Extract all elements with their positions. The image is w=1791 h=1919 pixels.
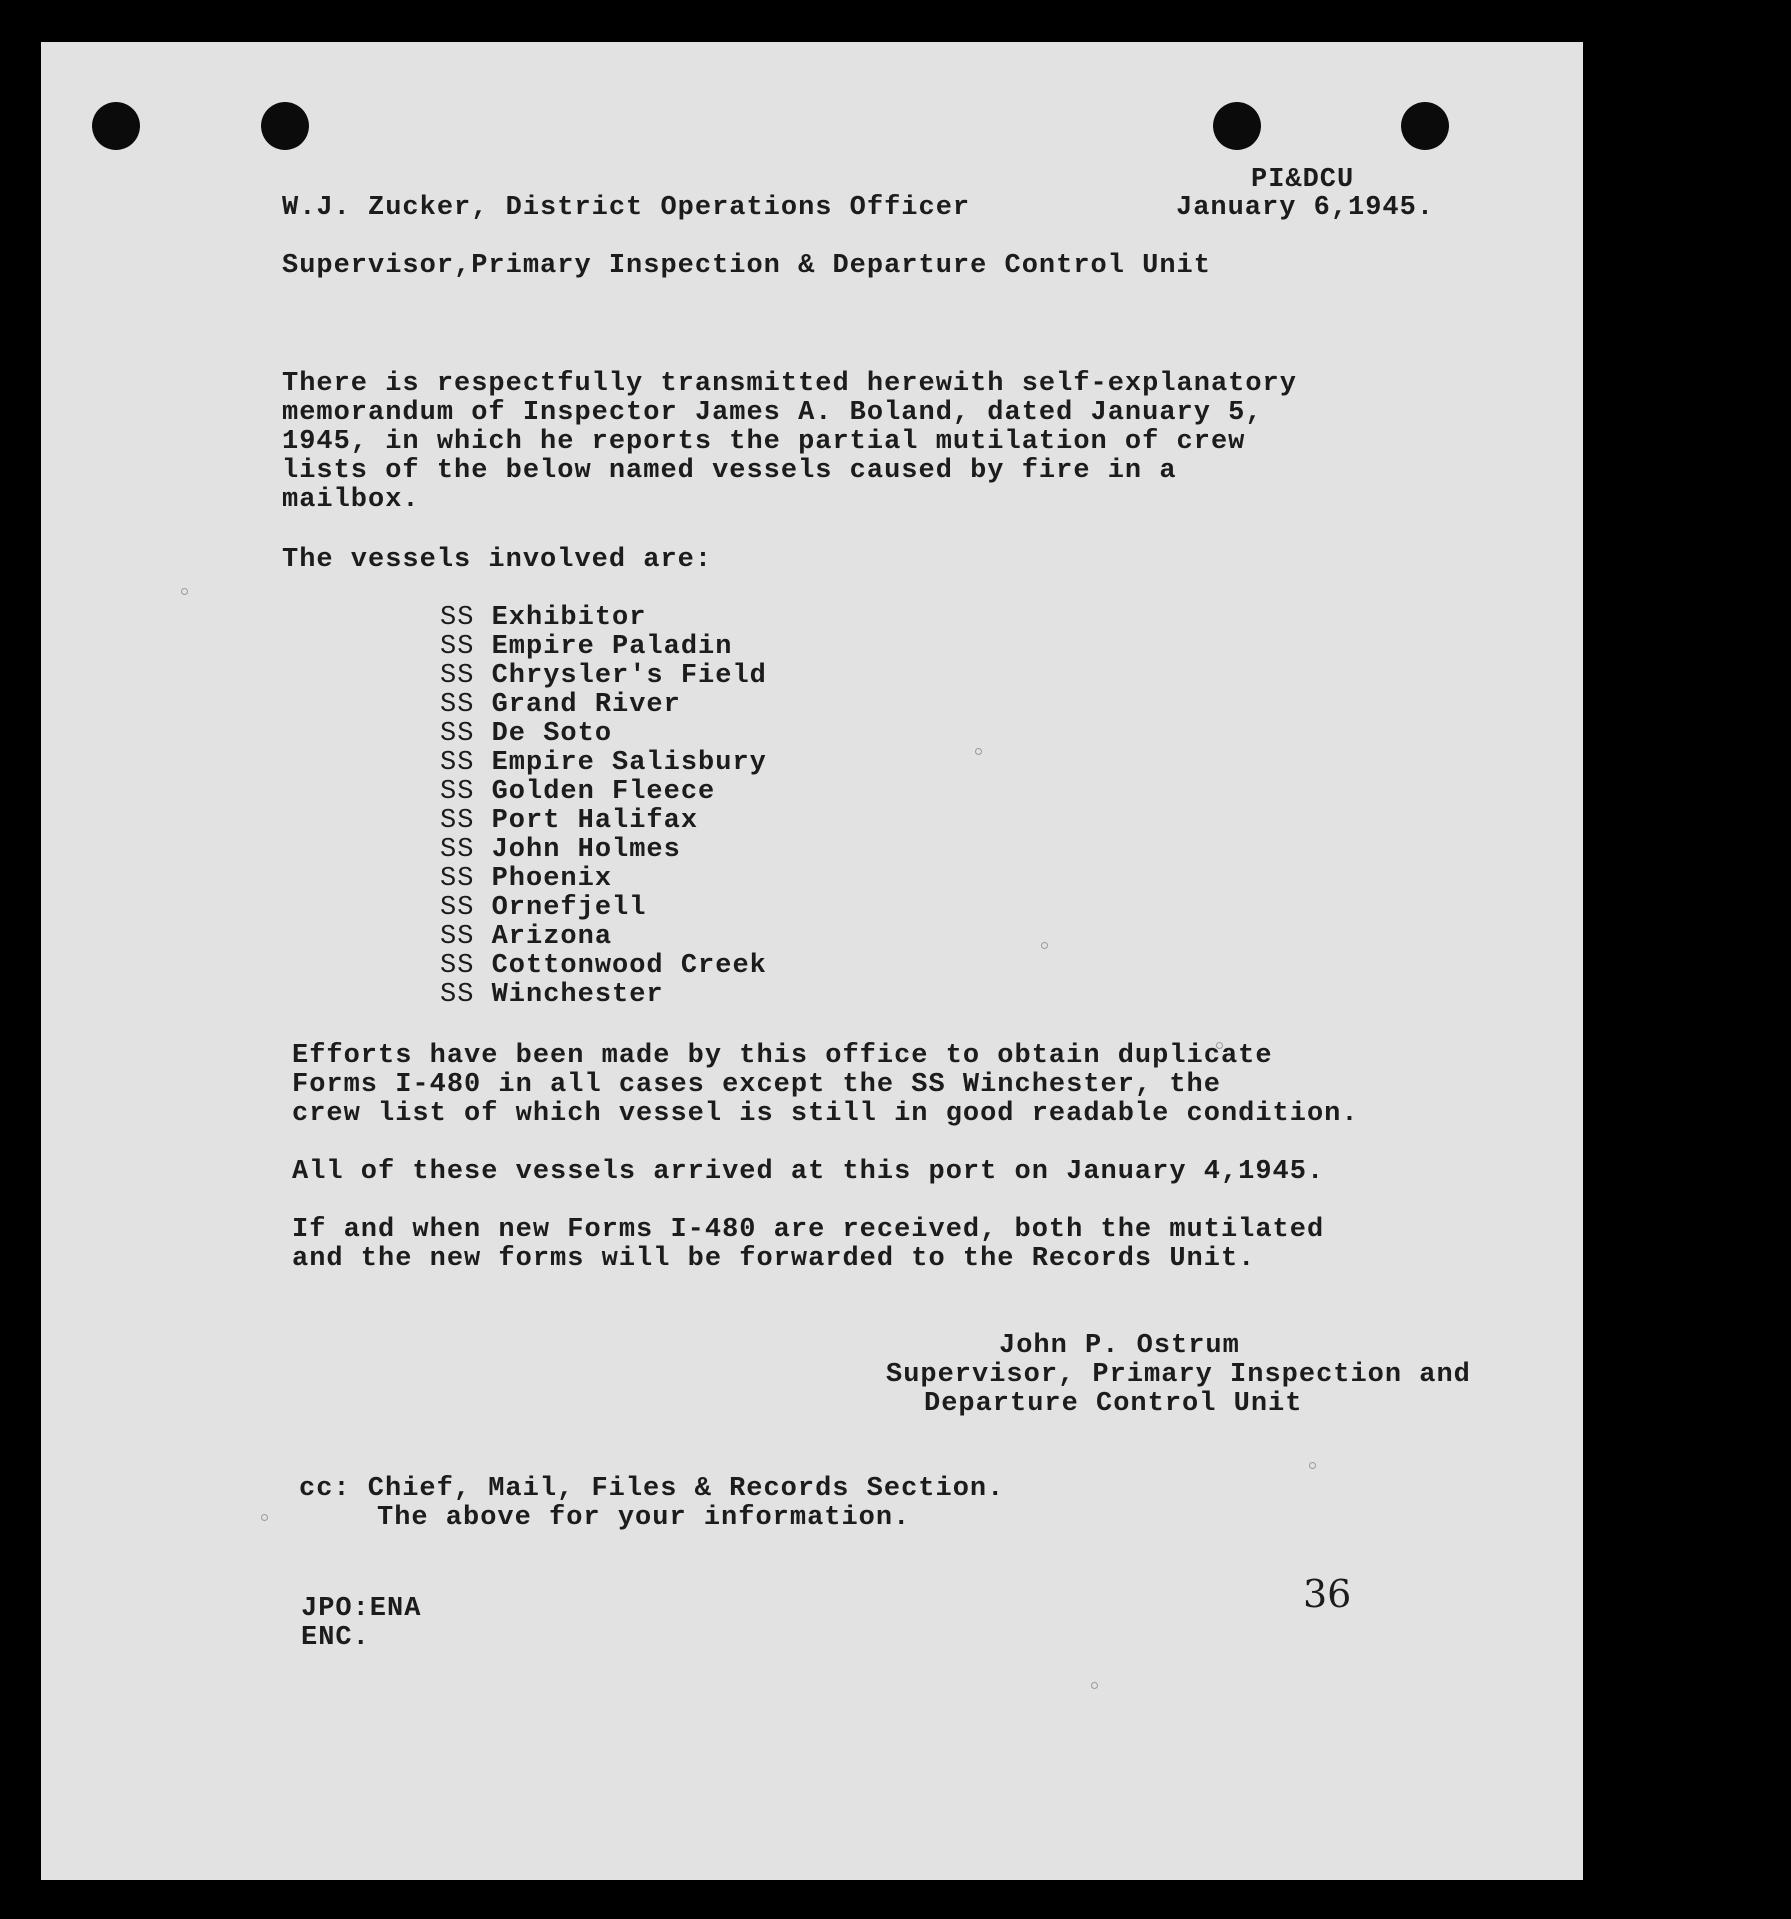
paper-speck — [975, 748, 982, 755]
from-line: W.J. Zucker, District Operations Officer — [282, 193, 971, 223]
vessel-prefix: SS — [440, 951, 475, 981]
vessel-item — [440, 662, 767, 691]
paragraph-line: and the new forms will be forwarded to the Records Unit. — [292, 1244, 1256, 1274]
paper-speck — [1041, 942, 1048, 949]
vessel-prefix: SS — [440, 893, 475, 923]
vessel-item — [440, 894, 767, 923]
paragraph-forwarding — [292, 1216, 1324, 1274]
vessel-item — [440, 604, 767, 633]
paragraph-line: Efforts have been made by this office to obtain duplicate — [292, 1041, 1273, 1071]
vessel-name: Cottonwood Creek — [491, 951, 767, 981]
page-number: 36 — [1303, 1572, 1352, 1616]
vessel-item — [440, 865, 767, 894]
vessel-prefix: SS — [440, 748, 475, 778]
vessel-prefix: SS — [440, 806, 475, 836]
vessel-prefix: SS — [440, 922, 475, 952]
paragraph-line: lists of the below named vessels caused by fire in a — [282, 456, 1177, 486]
paragraph-line: mailbox. — [282, 485, 420, 515]
paragraph-transmittal — [282, 370, 1297, 515]
punch-hole — [92, 102, 140, 150]
enclosure-mark: ENC. — [301, 1623, 370, 1653]
vessel-name: Empire Salisbury — [491, 748, 767, 778]
vessel-prefix: SS — [440, 690, 475, 720]
paragraph-line: 1945, in which he reports the partial mutilation of crew — [282, 427, 1246, 457]
vessel-name: Grand River — [491, 690, 681, 720]
paragraph-line: crew list of which vessel is still in good readable condition. — [292, 1099, 1359, 1129]
vessel-name: De Soto — [491, 719, 613, 749]
vessel-name: Ornefjell — [491, 893, 647, 923]
paragraph-line: There is respectfully transmitted herewith self-explanatory — [282, 369, 1297, 399]
paragraph-line: memorandum of Inspector James A. Boland, dated January 5, — [282, 398, 1263, 428]
signatory-title: Supervisor, Primary Inspection and — [886, 1360, 1471, 1390]
typist-initials: JPO:ENA — [301, 1594, 422, 1624]
cc-line: cc: Chief, Mail, Files & Records Section. — [299, 1474, 1005, 1504]
vessel-prefix: SS — [440, 661, 475, 691]
paper-speck — [181, 588, 188, 595]
office-code: PI&DCU — [1251, 165, 1355, 195]
vessels-intro: The vessels involved are: — [282, 545, 713, 575]
vessel-item — [440, 749, 767, 778]
vessel-name: Chrysler's Field — [491, 661, 767, 691]
vessel-prefix: SS — [440, 980, 475, 1010]
vessel-prefix: SS — [440, 632, 475, 662]
vessel-prefix: SS — [440, 835, 475, 865]
vessel-item — [440, 981, 767, 1010]
vessel-name: Empire Paladin — [491, 632, 733, 662]
vessel-item — [440, 952, 767, 981]
signature-block — [886, 1332, 1471, 1419]
signatory-unit: Departure Control Unit — [924, 1389, 1303, 1419]
vessel-prefix: SS — [440, 719, 475, 749]
vessel-prefix: SS — [440, 603, 475, 633]
to-line: Supervisor,Primary Inspection & Departure Control Unit — [282, 251, 1211, 281]
vessel-item — [440, 807, 767, 836]
punch-hole — [1213, 102, 1261, 150]
vessel-item — [440, 691, 767, 720]
paper-speck — [1309, 1462, 1316, 1469]
vessel-name: Golden Fleece — [491, 777, 716, 807]
vessel-prefix: SS — [440, 864, 475, 894]
paper-speck — [261, 1514, 268, 1521]
vessel-list — [440, 604, 767, 1010]
signatory-name: John P. Ostrum — [999, 1331, 1240, 1361]
document-page — [41, 42, 1583, 1880]
vessel-item — [440, 836, 767, 865]
vessel-name: Phoenix — [491, 864, 613, 894]
vessel-name: Port Halifax — [491, 806, 699, 836]
paragraph-line: If and when new Forms I-480 are received, both the mutilated — [292, 1215, 1325, 1245]
cc-note: The above for your information. — [377, 1503, 911, 1533]
vessel-name: Exhibitor — [491, 603, 647, 633]
vessel-prefix: SS — [440, 777, 475, 807]
punch-hole — [261, 102, 309, 150]
vessel-name: John Holmes — [491, 835, 681, 865]
paragraph-line: Forms I-480 in all cases except the SS Winchester, the — [292, 1070, 1221, 1100]
vessel-item — [440, 778, 767, 807]
paragraph-efforts — [292, 1042, 1359, 1129]
vessel-name: Winchester — [491, 980, 664, 1010]
memo-date: January 6,1945. — [1176, 193, 1435, 223]
paragraph-arrival: All of these vessels arrived at this port on January 4,1945. — [292, 1157, 1325, 1187]
paper-speck — [1091, 1682, 1098, 1689]
vessel-item — [440, 923, 767, 952]
vessel-name: Arizona — [491, 922, 613, 952]
vessel-item — [440, 720, 767, 749]
punch-hole — [1401, 102, 1449, 150]
vessel-item — [440, 633, 767, 662]
